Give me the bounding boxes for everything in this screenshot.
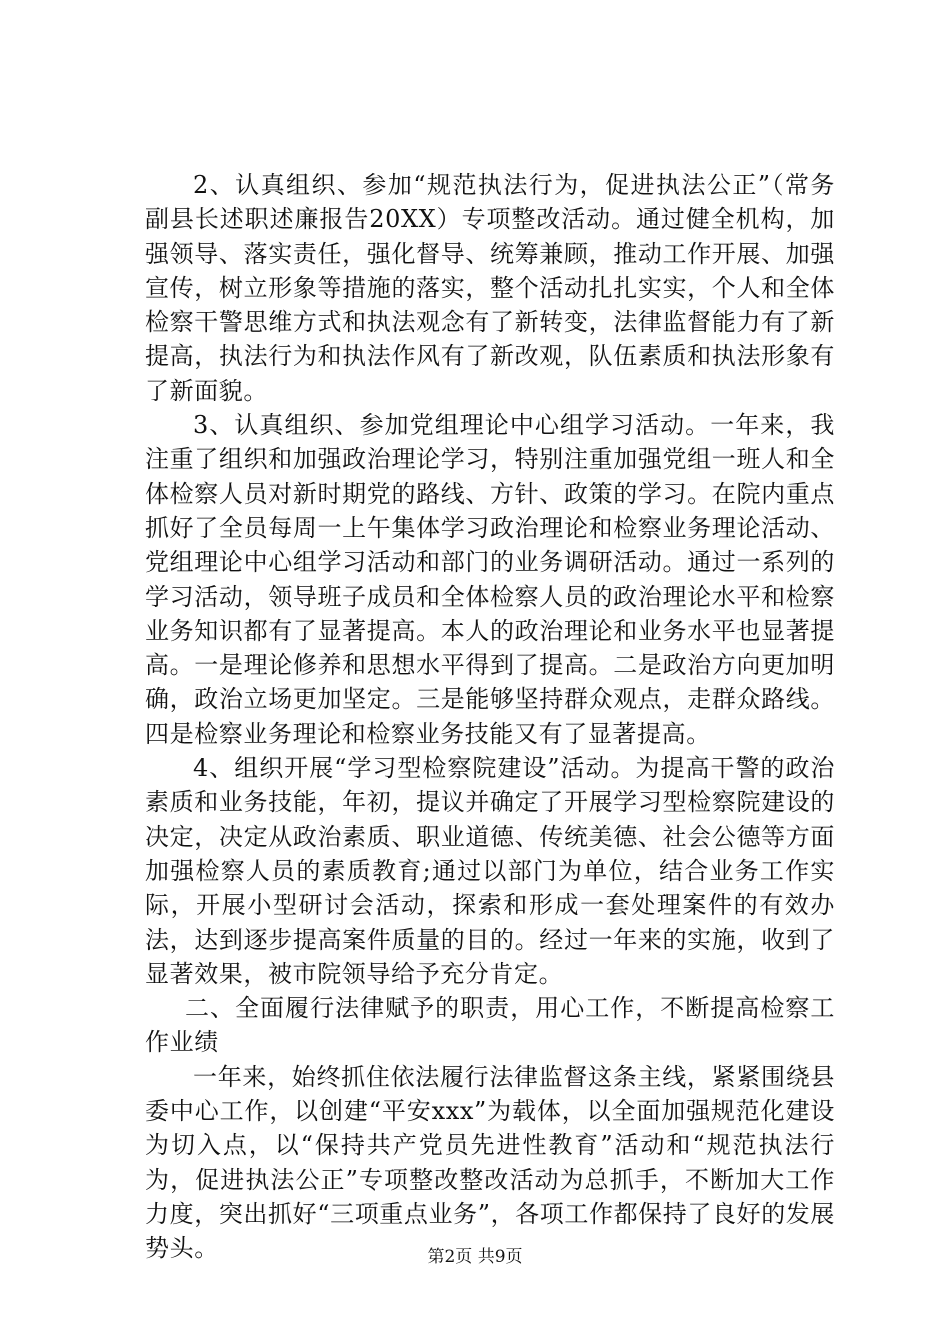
section-heading: 二、全面履行法律赋予的职责，用心工作，不断提高检察工作业绩	[145, 994, 835, 1057]
page-number-footer: 第2页 共9页	[427, 1247, 523, 1267]
document-body	[145, 168, 835, 1266]
paragraph-item-4: 4、组织开展“学习型检察院建设”活动。为提高干警的政治素质和业务技能，年初，提议并确定了开展学习型检察院建设的决定，决定从政治素质、职业道德、传统美德、社会公德等方面加强检察人员的素质教育;通过以部门为单位，结合业务工作实际，开展小型研讨会活动，探索和形成一套处理案件的有效办法，达到逐步提高案件质量的目的。经过一年来的实施，收到了显著效果，被市院领导给予充分肯定。	[145, 754, 835, 988]
paragraph-item-3: 3、认真组织、参加党组理论中心组学习活动。一年来，我注重了组织和加强政治理论学习，特别注重加强党组一班人和全体检察人员对新时期党的路线、方针、政策的学习。在院内重点抓好了全员每周一上午集体学习政治理论和检察业务理论活动、党组理论中心组学习活动和部门的业务调研活动。通过一系列的学习活动，领导班子成员和全体检察人员的政治理论水平和检察业务知识都有了显著提高。本人的政治理论和业务水平也显著提高。一是理论修养和思想水平得到了提高。二是政治方向更加明确，政治立场更加坚定。三是能够坚持群众观点，走群众路线。四是检察业务理论和检察业务技能又有了显著提高。	[145, 411, 835, 748]
section-body-paragraph: 一年来，始终抓住依法履行法律监督这条主线，紧紧围绕县委中心工作，以创建“平安xxx”为载体，以全面加强规范化建设为切入点，以“保持共产党员先进性教育”活动和“规范执法行为，促进执法公正”专项整改整改活动为总抓手，不断加大工作力度，突出抓好“三项重点业务”，各项工作都保持了良好的发展势头。	[145, 1062, 835, 1263]
paragraph-item-2: 2、认真组织、参加“规范执法行为，促进执法公正”（常务副县长述职述廉报告20XX）专项整改活动。通过健全机构，加强领导、落实责任，强化督导、统筹兼顾，推动工作开展、加强宣传，树立形象等措施的落实，整个活动扎扎实实，个人和全体检察干警思维方式和执法观念有了新转变，法律监督能力有了新提高，执法行为和执法作风有了新改观，队伍素质和执法形象有了新面貌。	[145, 171, 835, 405]
